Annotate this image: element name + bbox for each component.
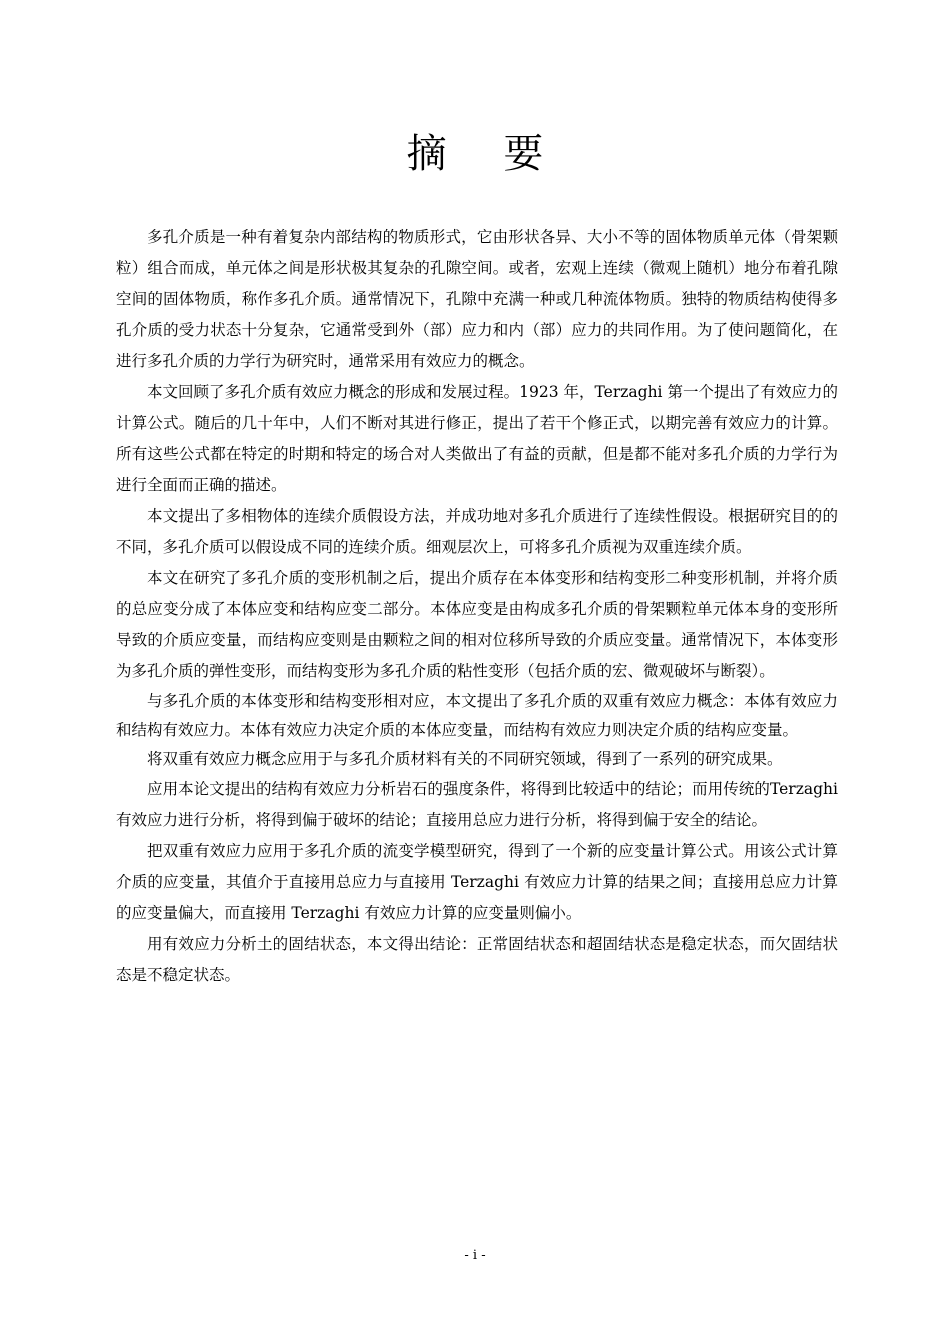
paragraph-1: 多孔介质是一种有着复杂内部结构的物质形式，它由形状各异、大小不等的固体物质单元体（骨架颗粒）组合而成，单元体之间是形状极其复杂的孔隙空间。或者，宏观上连续（微观上随机）地分布着孔隙空间的固体物质，称作多孔介质。通常情况下，孔隙中充满一种或几种流体物质。独特的物质结构使得多孔介质的受力状态十分复杂，它通常受到外（部）应力和内（部）应力的共同作用。为了使问题简化，在进行多孔介质的力学行为研究时，通常采用有效应力的概念。	[116, 228, 838, 370]
paragraph-8: 把双重有效应力应用于多孔介质的流变学模型研究，得到了一个新的应变量计算公式。用该公式计算介质的应变量，其值介于直接用总应力与直接用 Terzaghi 有效应力计算的结果之间；直接用总应力计算的应变量偏大，而直接用 Terzaghi 有效应力计算的应变量则偏小。	[116, 842, 838, 922]
paragraph-3: 本文提出了多相物体的连续介质假设方法，并成功地对多孔介质进行了连续性假设。根据研究目的的不同，多孔介质可以假设成不同的连续介质。细观层次上，可将多孔介质视为双重连续介质。	[116, 507, 838, 556]
paragraph-6: 将双重有效应力概念应用于与多孔介质材料有关的不同研究领域，得到了一系列的研究成果。	[147, 750, 783, 768]
abstract-body	[116, 222, 838, 991]
page-number: - i -	[464, 1248, 486, 1263]
paragraph-4: 本文在研究了多孔介质的变形机制之后，提出介质存在本体变形和结构变形二种变形机制，并将介质的总应变分成了本体应变和结构应变二部分。本体应变是由构成多孔介质的骨架颗粒单元体本身的变形所导致的介质应变量，而结构应变则是由颗粒之间的相对位移所导致的介质应变量。通常情况下，本体变形为多孔介质的弹性变形，而结构变形为多孔介质的粘性变形（包括介质的宏、微观破坏与断裂）。	[116, 569, 838, 680]
paragraph-2: 本文回顾了多孔介质有效应力概念的形成和发展过程。1923 年，Terzaghi 第一个提出了有效应力的计算公式。随后的几十年中，人们不断对其进行修正，提出了若干个修正式，以期完善有效应力的计算。所有这些公式都在特定的时期和特定的场合对人类做出了有益的贡献，但是都不能对多孔介质的力学行为进行全面而正确的描述。	[116, 383, 838, 494]
paragraph-5: 与多孔介质的本体变形和结构变形相对应，本文提出了多孔介质的双重有效应力概念：本体有效应力和结构有效应力。本体有效应力决定介质的本体应变量，而结构有效应力则决定介质的结构应变量。	[116, 692, 838, 739]
paragraph-9: 用有效应力分析土的固结状态，本文得出结论：正常固结状态和超固结状态是稳定状态，而欠固结状态是不稳定状态。	[116, 935, 838, 984]
paragraph-7: 应用本论文提出的结构有效应力分析岩石的强度条件，将得到比较适中的结论；而用传统的Terzaghi 有效应力进行分析，将得到偏于破坏的结论；直接用总应力进行分析，将得到偏于安全的结论。	[116, 780, 838, 829]
page-title: 摘 要	[406, 131, 566, 177]
